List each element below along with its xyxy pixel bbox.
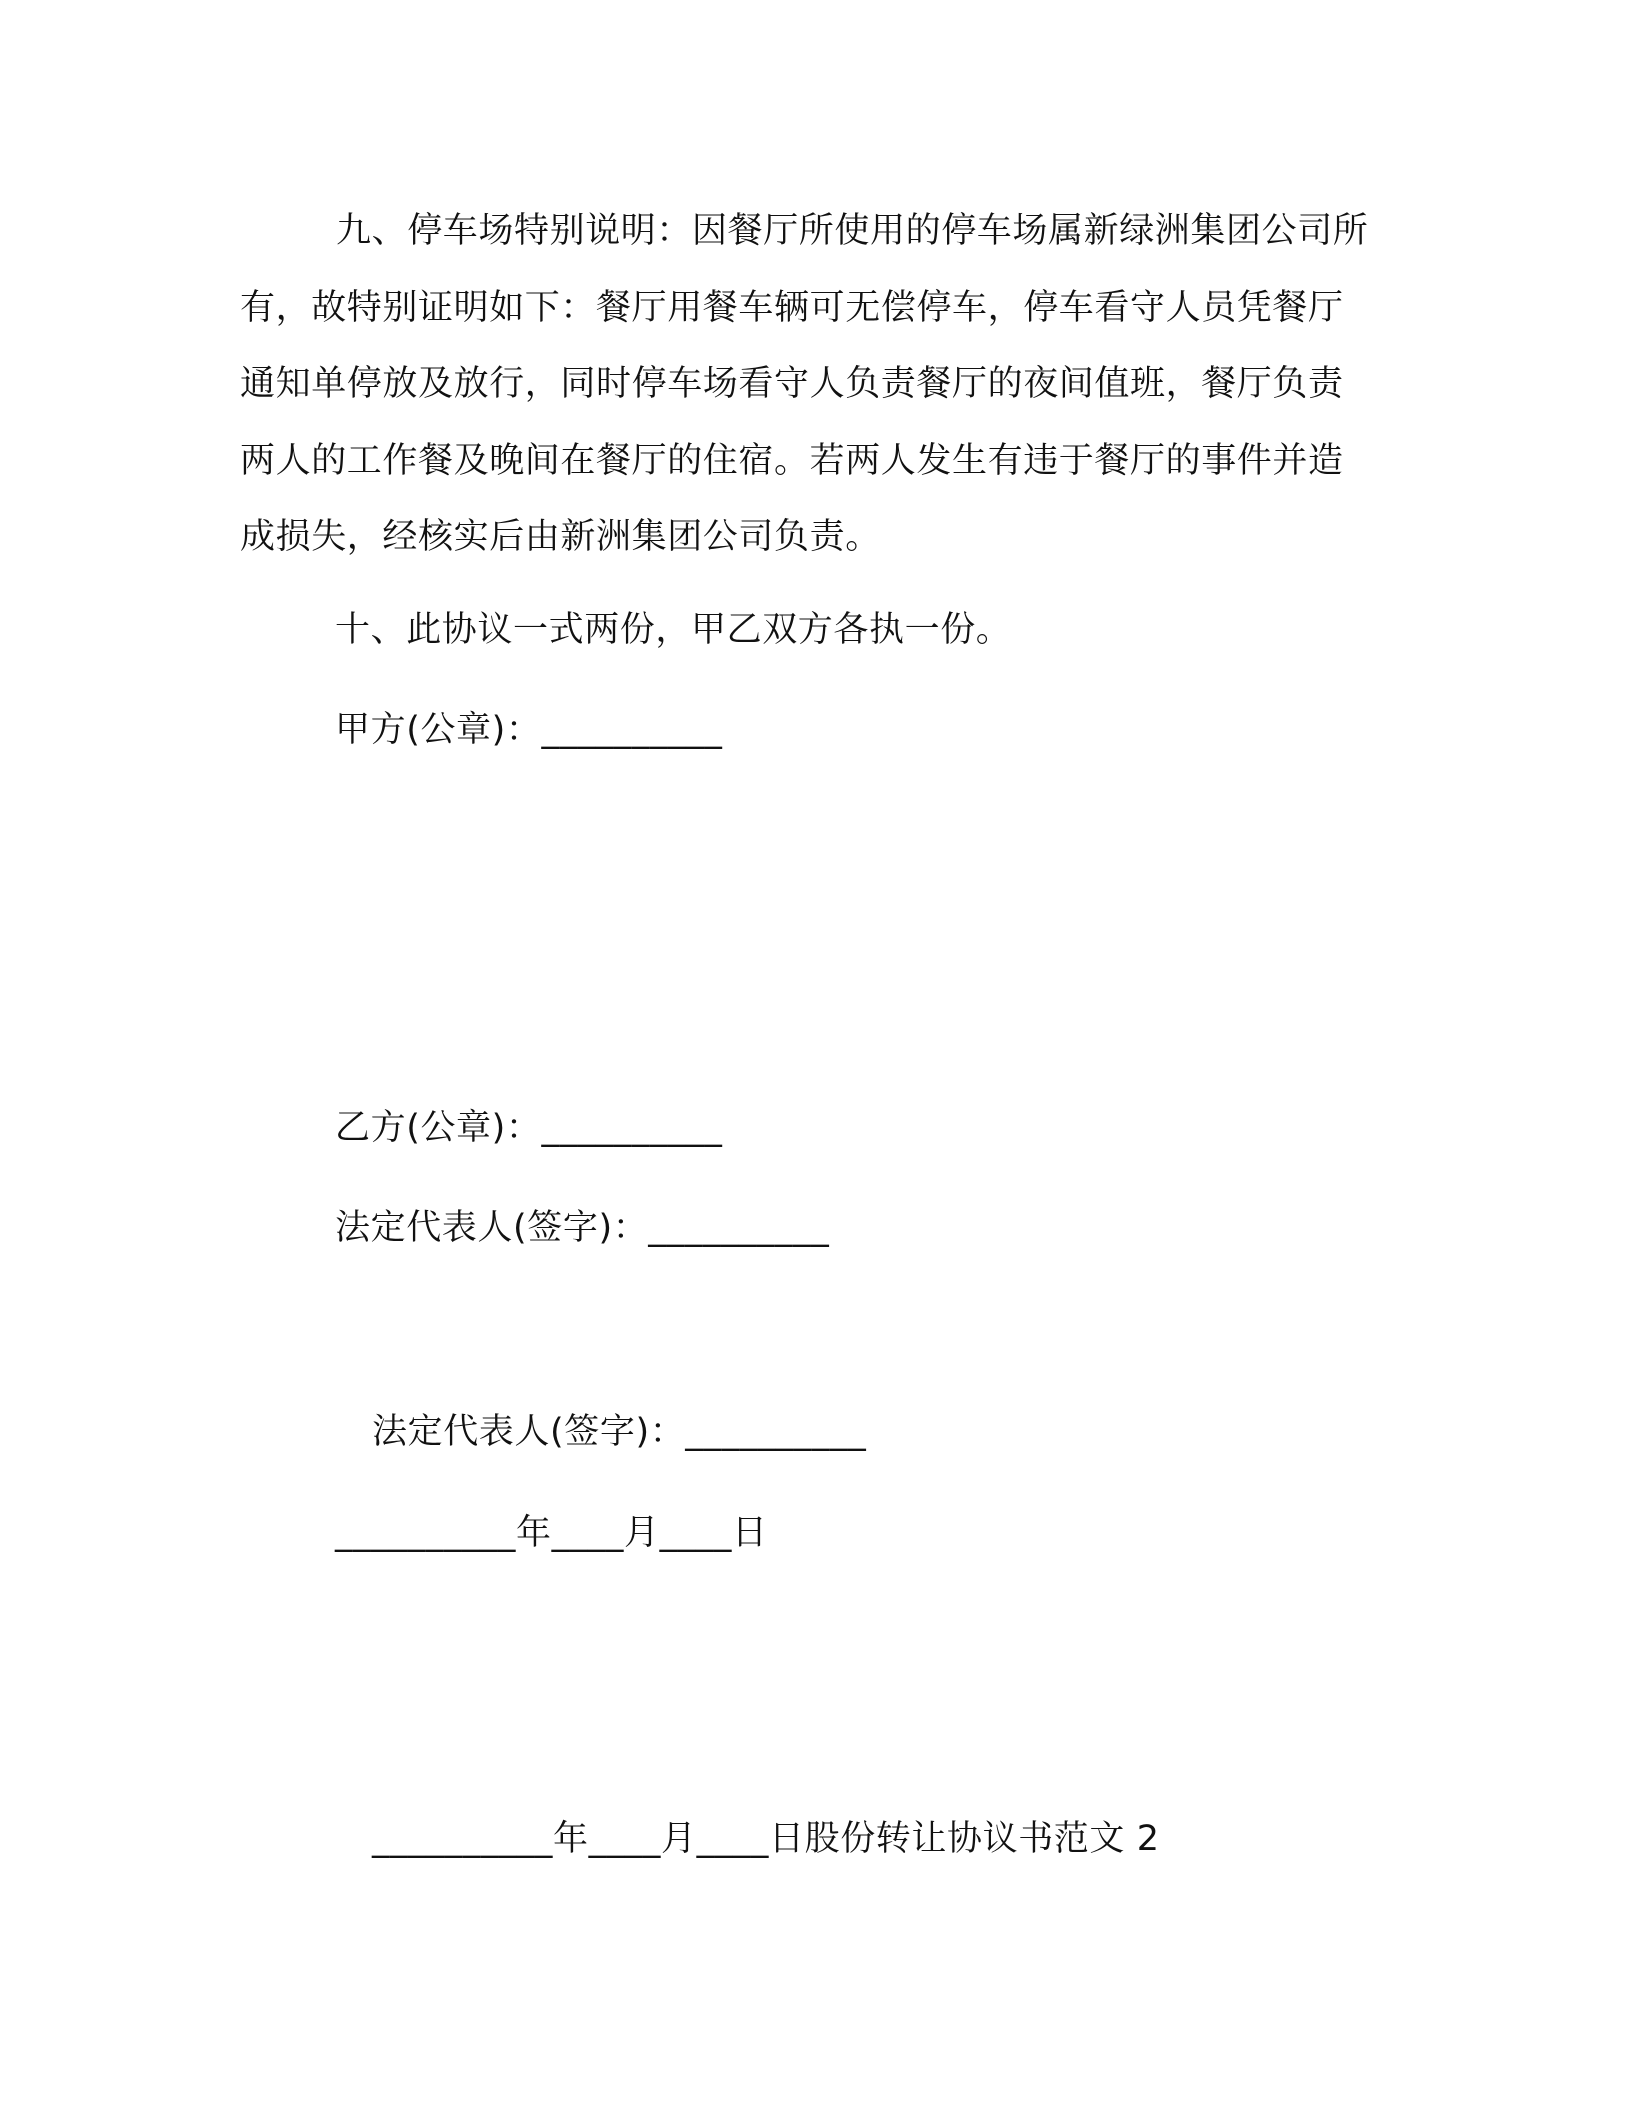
party-a-seal-line: 甲方(公章)：__________ <box>335 710 723 750</box>
legal-representative-signature-1: 法定代表人(签字)：__________ <box>335 1208 830 1248</box>
date-line-with-next-title: __________年____月____日股份转让协议书范文 2 <box>372 1819 1160 1859</box>
legal-representative-signature-2: 法定代表人(签字)：__________ <box>372 1412 867 1452</box>
clause-ten-line: 十、此协议一式两份，甲乙双方各执一份。 <box>335 610 1012 650</box>
party-b-seal-line: 乙方(公章)：__________ <box>335 1108 723 1148</box>
date-line-1: __________年____月____日 <box>335 1513 768 1553</box>
clause-nine-paragraph: 九、停车场特别说明：因餐厅所使用的停车场属新绿洲集团公司所有，故特别证明如下：餐厅用餐车辆可无偿停车，停车看守人员凭餐厅通知单停放及放行，同时停车场看守人负责餐厅的夜间值班，餐厅负责两人的工作餐及晚间在餐厅的住宿。若两人发生有违于餐厅的事件并造成损失，经核实后由新洲集团公司负责。 <box>240 211 1369 557</box>
